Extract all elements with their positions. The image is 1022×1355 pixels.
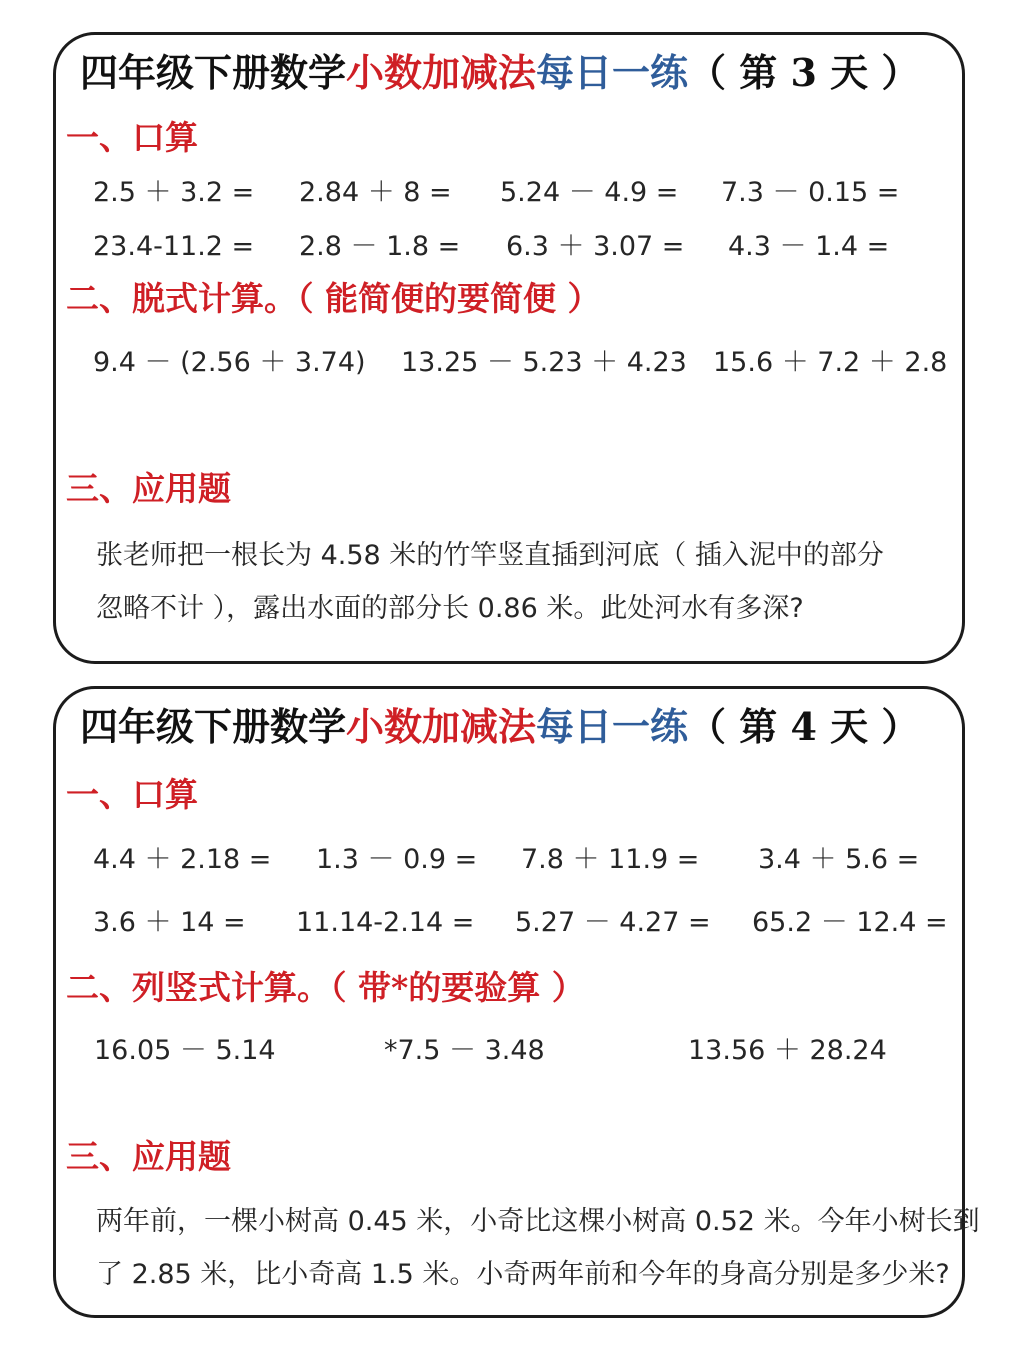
oral-problem: 4.3 － 1.4 = xyxy=(728,231,890,262)
word-problem-text xyxy=(96,1195,980,1301)
card-title xyxy=(80,703,919,751)
title-day: （ 第 3 天 ） xyxy=(688,50,920,95)
title-day: （ 第 4 天 ） xyxy=(688,704,920,749)
section-calc-heading: 二、脱式计算。（ 能简便的要简便 ） xyxy=(66,279,601,318)
calc-problem: 9.4 － (2.56 ＋ 3.74) xyxy=(93,347,366,378)
oral-problem: 23.4-11.2 = xyxy=(93,231,255,262)
worksheet-card-day-3 xyxy=(53,32,965,664)
title-topic: 小数加减法 xyxy=(346,50,537,95)
word-problem-line: 了 2.85 米，比小奇高 1.5 米。小奇两年前和今年的身高分别是多少米? xyxy=(96,1259,950,1290)
title-practice: 每日一练 xyxy=(536,50,689,95)
title-topic: 小数加减法 xyxy=(346,704,537,749)
section-oral-heading: 一、口算 xyxy=(66,775,198,814)
calc-problem: *7.5 － 3.48 xyxy=(384,1035,545,1066)
section-word-problem-heading: 三、应用题 xyxy=(66,1137,231,1176)
calc-problem: 15.6 ＋ 7.2 ＋ 2.8 xyxy=(713,347,948,378)
calc-problem: 13.25 － 5.23 ＋ 4.23 xyxy=(401,347,687,378)
word-problem-line: 两年前，一棵小树高 0.45 米，小奇比这棵小树高 0.52 米。今年小树长到 xyxy=(96,1206,980,1237)
oral-problem: 3.4 ＋ 5.6 = xyxy=(758,844,920,875)
oral-problem: 65.2 － 12.4 = xyxy=(752,907,948,938)
calc-row xyxy=(56,343,962,383)
word-problem-line: 忽略不计 ），露出水面的部分长 0.86 米。此处河水有多深? xyxy=(96,593,804,624)
calc-problem: 13.56 ＋ 28.24 xyxy=(688,1035,887,1066)
oral-problem: 1.3 － 0.9 = xyxy=(316,844,478,875)
oral-problem: 7.8 ＋ 11.9 = xyxy=(521,844,700,875)
calc-row xyxy=(56,1031,962,1071)
word-problem-line: 张老师把一根长为 4.58 米的竹竿竖直插到河底（ 插入泥中的部分 xyxy=(96,540,884,571)
title-prefix: 四年级下册数学 xyxy=(80,704,347,749)
oral-row-1 xyxy=(56,840,962,880)
section-vertical-calc-heading: 二、列竖式计算。（ 带*的要验算 ） xyxy=(66,968,585,1007)
oral-problem: 5.24 － 4.9 = xyxy=(500,177,679,208)
oral-row-2 xyxy=(56,227,962,267)
title-practice: 每日一练 xyxy=(536,704,689,749)
oral-problem: 7.3 － 0.15 = xyxy=(721,177,900,208)
section-word-problem-heading: 三、应用题 xyxy=(66,469,231,508)
worksheet-card-day-4 xyxy=(53,686,980,1318)
oral-problem: 2.8 － 1.8 = xyxy=(299,231,461,262)
oral-problem: 6.3 ＋ 3.07 = xyxy=(506,231,685,262)
section-oral-heading: 一、口算 xyxy=(66,118,198,157)
oral-problem: 2.84 ＋ 8 = xyxy=(299,177,452,208)
calc-problem: 16.05 － 5.14 xyxy=(94,1035,276,1066)
oral-problem: 2.5 ＋ 3.2 = xyxy=(93,177,255,208)
oral-problem: 11.14-2.14 = xyxy=(296,907,475,938)
word-problem-text xyxy=(96,529,966,635)
card-title xyxy=(80,49,919,97)
oral-problem: 3.6 ＋ 14 = xyxy=(93,907,246,938)
oral-problem: 5.27 － 4.27 = xyxy=(515,907,711,938)
oral-row-2 xyxy=(56,903,962,943)
oral-row-1 xyxy=(56,173,962,213)
oral-problem: 4.4 ＋ 2.18 = xyxy=(93,844,272,875)
title-prefix: 四年级下册数学 xyxy=(80,50,347,95)
